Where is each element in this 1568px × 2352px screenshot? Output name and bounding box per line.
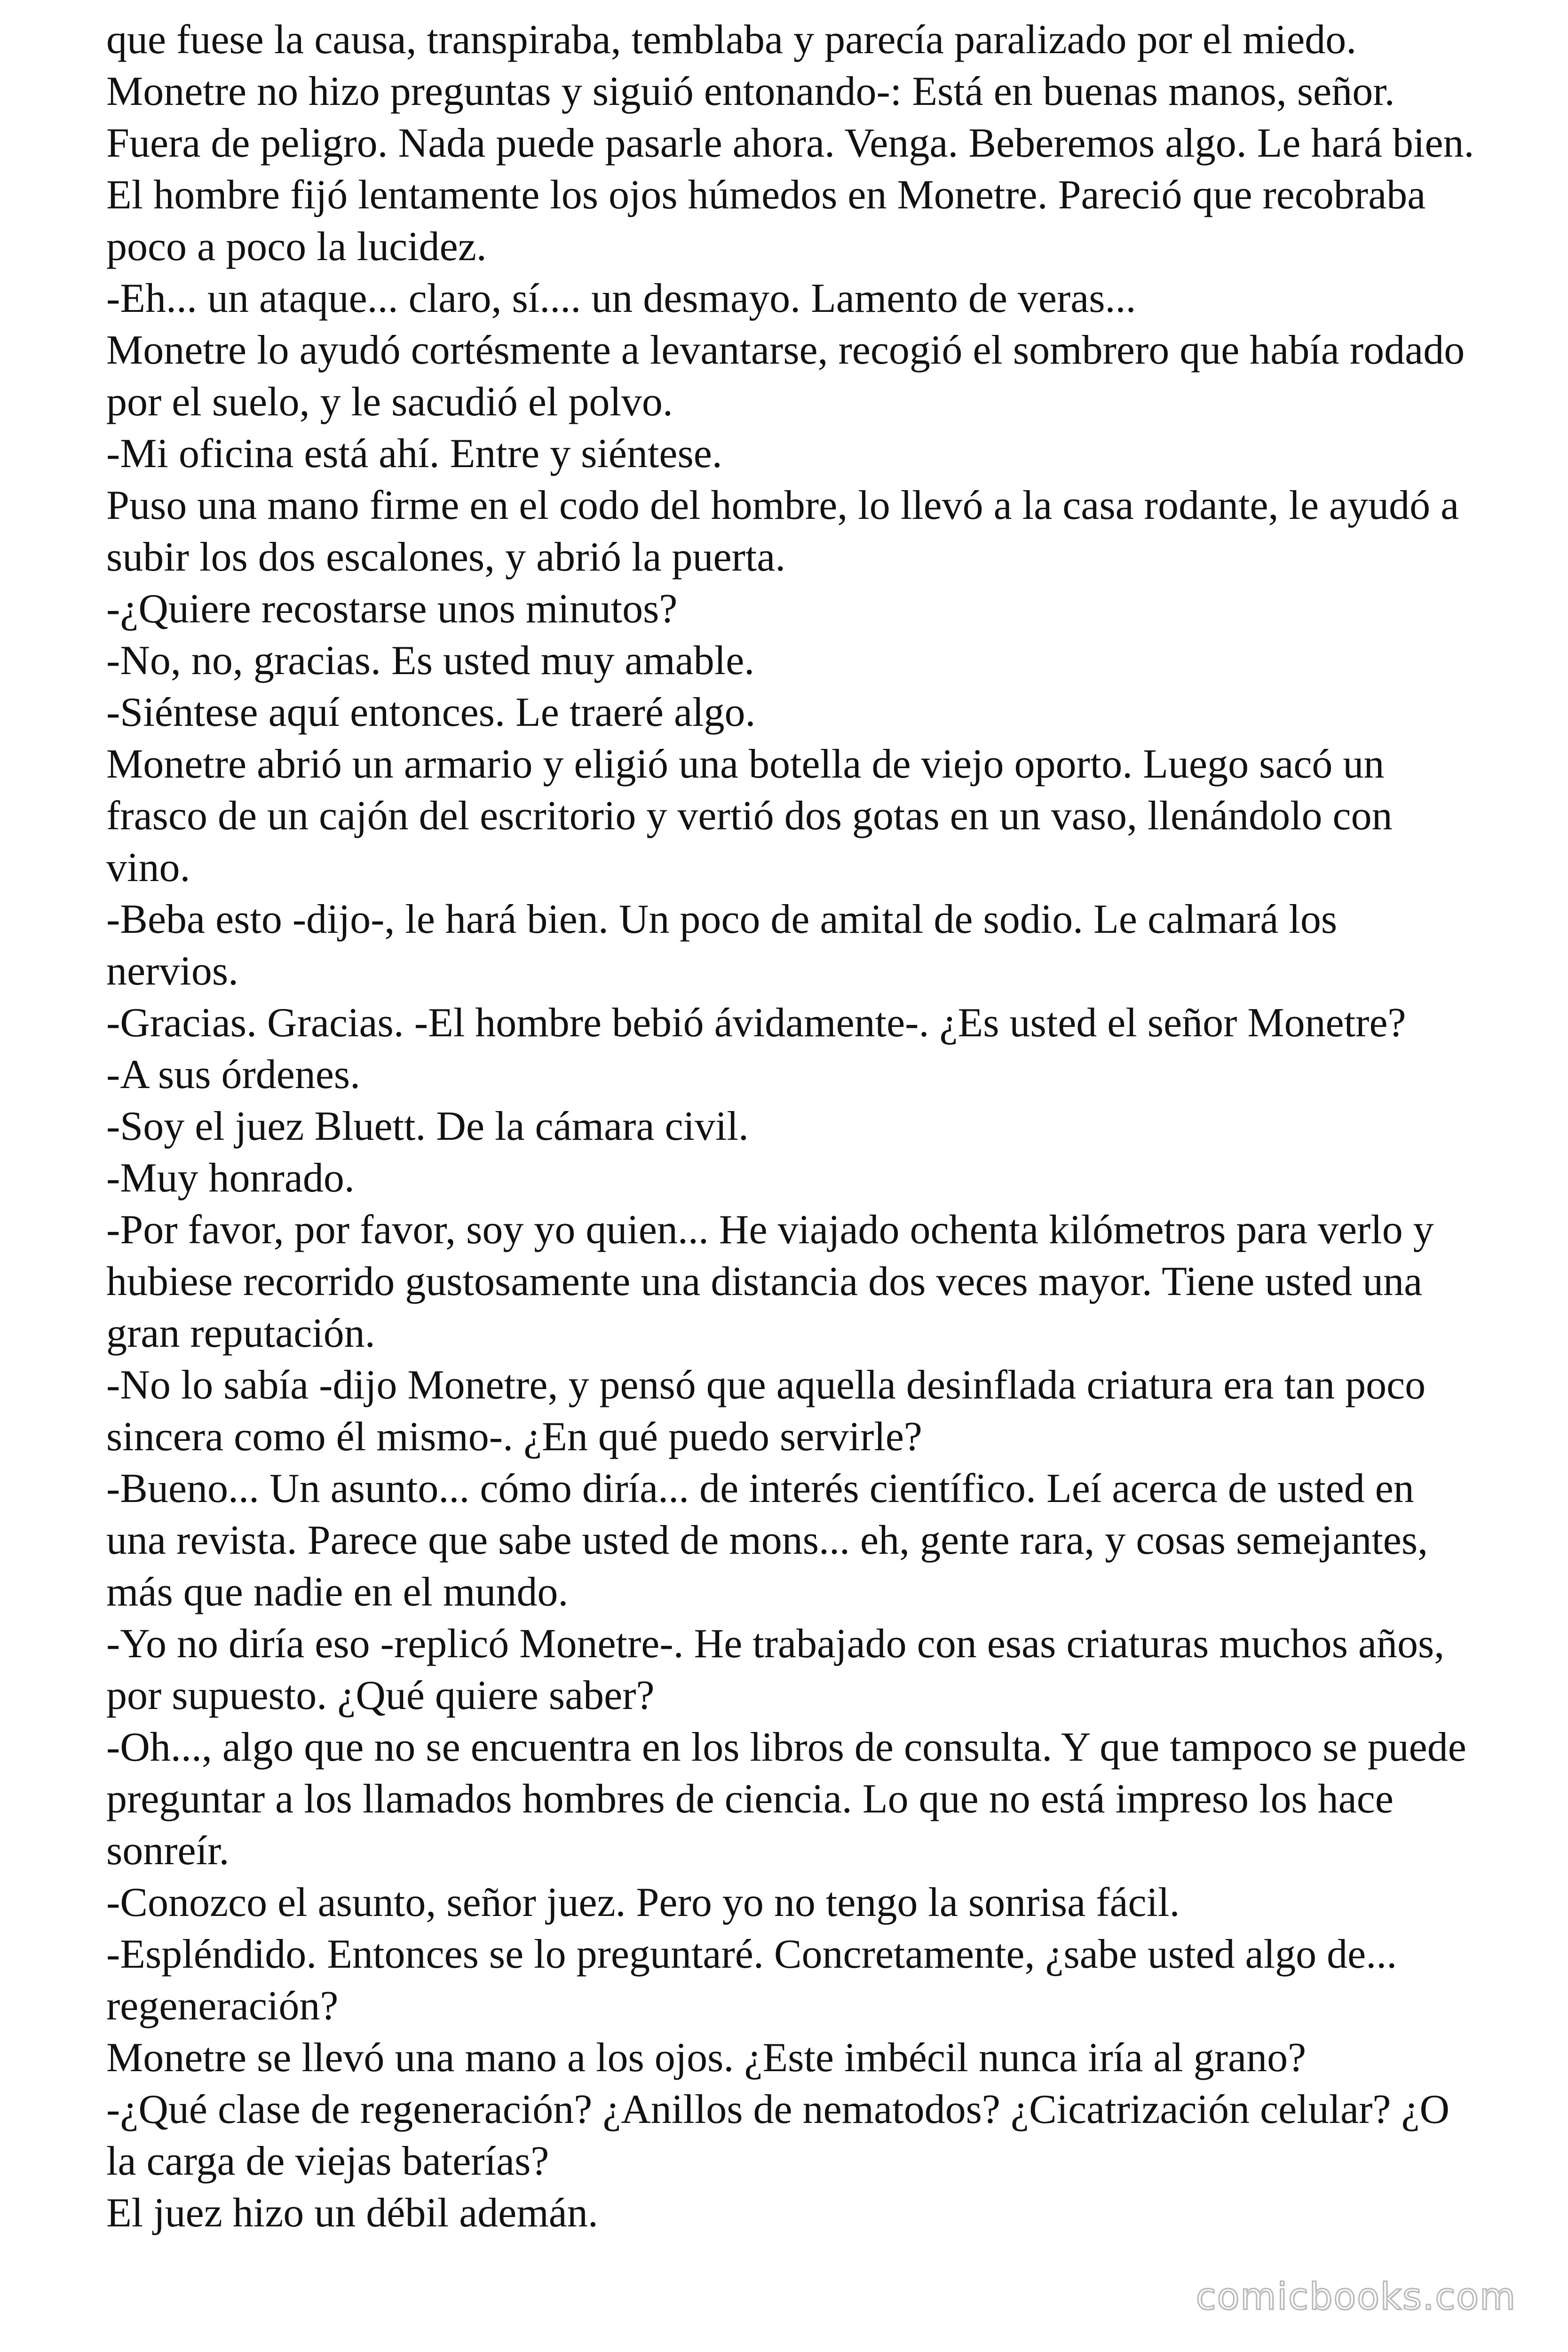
- paragraph: -No, no, gracias. Es usted muy amable.: [106, 638, 755, 683]
- paragraph: -Yo no diría eso -replicó Monetre-. He trabajado con esas criaturas muchos años, por supuesto. ¿Qué quiere saber?: [106, 1621, 1445, 1718]
- paragraph: El hombre fijó lentamente los ojos húmedos en Monetre. Pareció que recobraba poco a poco la lucidez.: [106, 172, 1426, 270]
- paragraph: -Oh..., algo que no se encuentra en los libros de consulta. Y que tampoco se puede preguntar a los llamados hombres de ciencia. Lo que no está impreso los hace sonreír.: [106, 1724, 1466, 1874]
- paragraph: -Gracias. Gracias. -El hombre bebió ávidamente-. ¿Es usted el señor Monetre?: [106, 1000, 1406, 1046]
- paragraph: -Por favor, por favor, soy yo quien... He viajado ochenta kilómetros para verlo y hubiese recorrido gustosamente una distancia dos veces mayor. Tiene usted una gran reputación.: [106, 1207, 1434, 1356]
- paragraph: El juez hizo un débil ademán.: [106, 2190, 598, 2236]
- paragraph: -Bueno... Un asunto... cómo diría... de interés científico. Leí acerca de usted en una revista. Parece que sabe usted de mons... eh, gente rara, y cosas semejantes, más que nadie en el mundo.: [106, 1466, 1428, 1615]
- paragraph: que fuese la causa, transpiraba, temblaba y parecía paralizado por el miedo.: [106, 17, 1357, 63]
- paragraph: Monetre no hizo preguntas y siguió entonando-: Está en buenas manos, señor. Fuera de peligro. Nada puede pasarle ahora. Venga. Beberemos algo. Le hará bien.: [106, 69, 1474, 166]
- paragraph: Monetre se llevó una mano a los ojos. ¿Este imbécil nunca iría al grano?: [106, 2035, 1307, 2081]
- paragraph: -Soy el juez Bluett. De la cámara civil.: [106, 1104, 749, 1149]
- paragraph: Monetre abrió un armario y eligió una botella de viejo oporto. Luego sacó un frasco de un cajón del escritorio y vertió dos gotas en un vaso, llenándolo con vino.: [106, 741, 1393, 890]
- paragraph: -A sus órdenes.: [106, 1052, 361, 1097]
- paragraph: Puso una mano firme en el codo del hombre, lo llevó a la casa rodante, le ayudó a subir los dos escalones, y abrió la puerta.: [106, 483, 1459, 580]
- paragraph: -No lo sabía -dijo Monetre, y pensó que aquella desinflada criatura era tan poco sincera como él mismo-. ¿En qué puedo servirle?: [106, 1362, 1426, 1460]
- watermark: comicbooks.com: [1196, 2276, 1516, 2318]
- paragraph: -Eh... un ataque... claro, sí.... un desmayo. Lamento de veras...: [106, 276, 1136, 321]
- paragraph: -Espléndido. Entonces se lo preguntaré. Concretamente, ¿sabe usted algo de... regeneración?: [106, 1931, 1397, 2029]
- paragraph: -Mi oficina está ahí. Entre y siéntese.: [106, 431, 722, 477]
- paragraph: -Muy honrado.: [106, 1155, 355, 1201]
- paragraph: -¿Quiere recostarse unos minutos?: [106, 586, 678, 632]
- paragraph: Monetre lo ayudó cortésmente a levantarse, recogió el sombrero que había rodado por el suelo, y le sacudió el polvo.: [106, 327, 1465, 425]
- paragraph: -¿Qué clase de regeneración? ¿Anillos de nematodos? ¿Cicatrización celular? ¿O la carga de viejas baterías?: [106, 2087, 1450, 2184]
- paragraph: -Beba esto -dijo-, le hará bien. Un poco de amital de sodio. Le calmará los nervios.: [106, 897, 1338, 994]
- paragraph: -Siéntese aquí entonces. Le traeré algo.: [106, 690, 756, 735]
- page-text: [106, 14, 1480, 2239]
- paragraph: -Conozco el asunto, señor juez. Pero yo no tengo la sonrisa fácil.: [106, 1880, 1180, 1925]
